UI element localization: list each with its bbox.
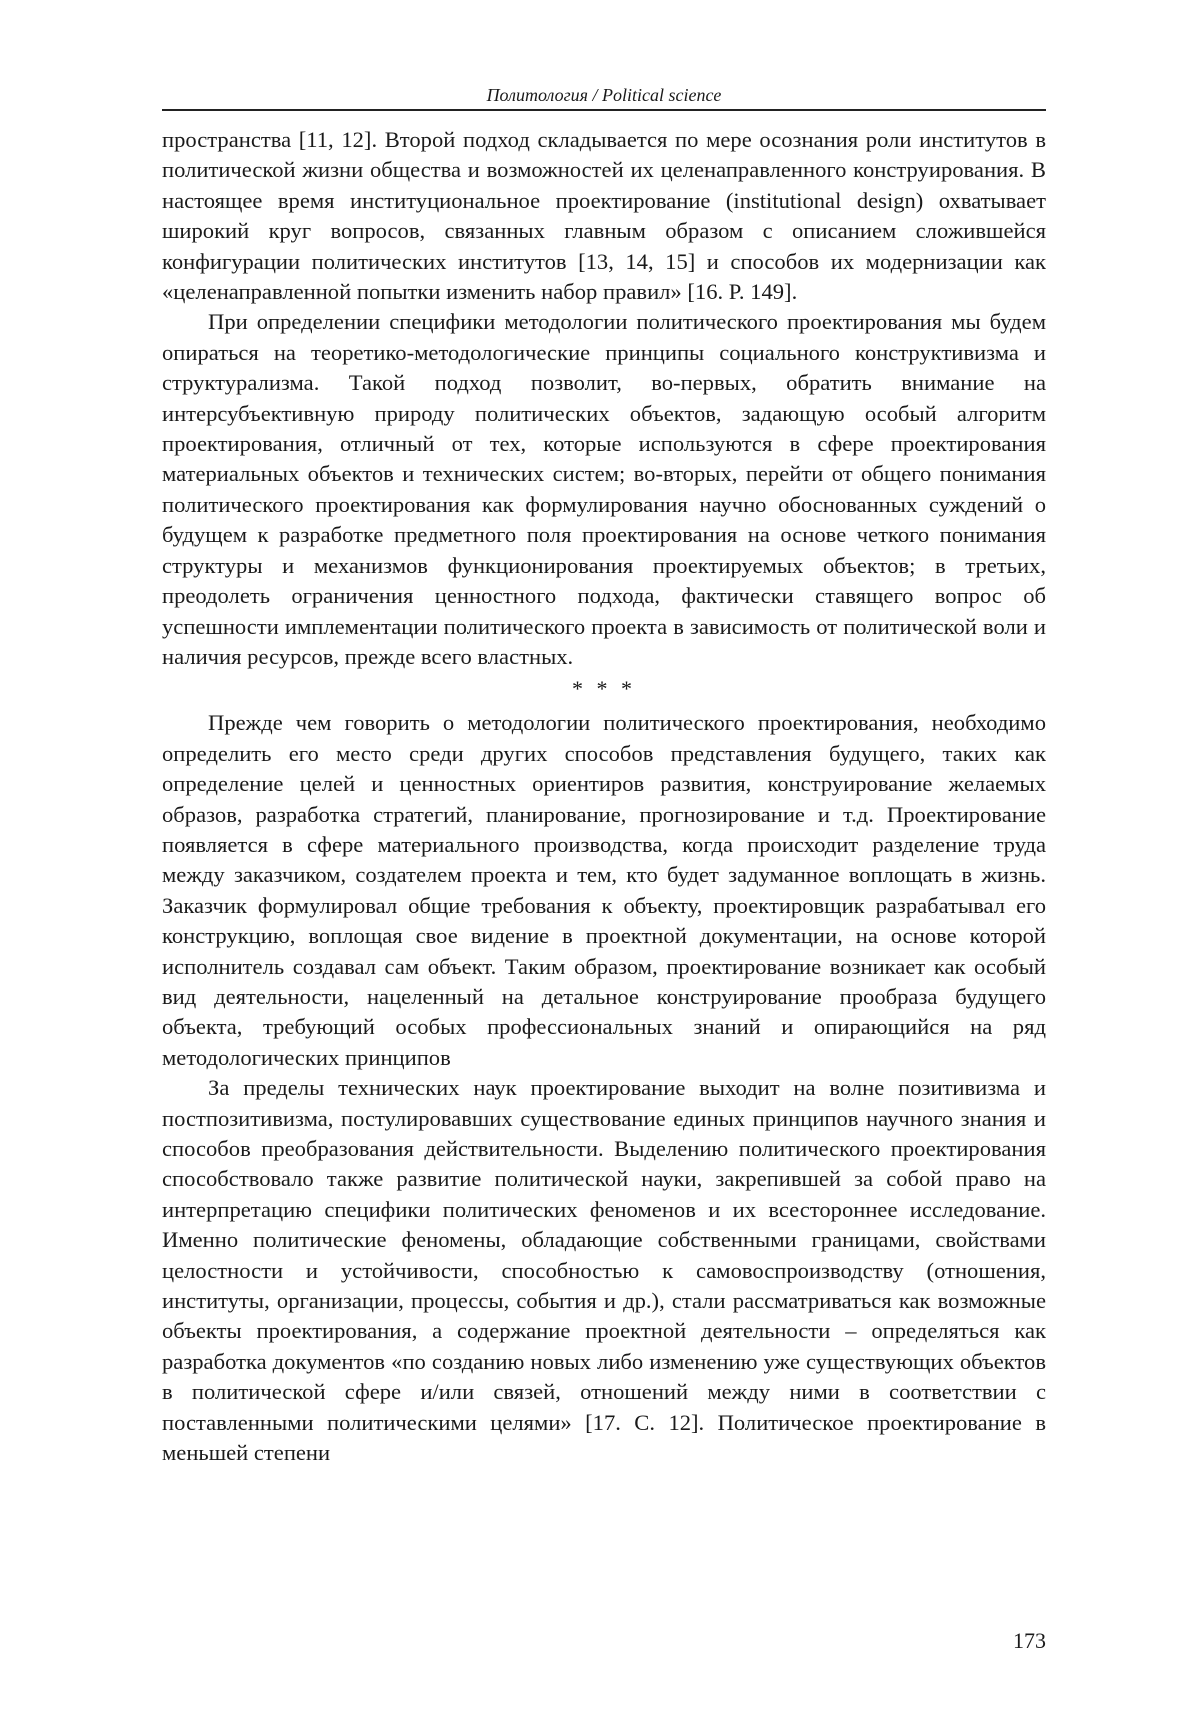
paragraph-3: Прежде чем говорить о методологии политического проектирования, необходимо определить его место среди других способов представления будущего, таких как определение целей и ценностных ориентиров развития, конструирование желаемых образов, разработка стратегий, планирование, прогнозирование и т.д. Проектирование появляется в сфере материального производства, когда происходит разделение труда между заказчиком, создателем проекта и тем, кто будет задуманное воплощать в жизнь. Заказчик формулировал общие требования к объекту, проектировщик разрабатывал его конструкцию, воплощая свое видение в проектной документации, на основе которой исполнитель создавал сам объект. Таким образом, проектирование возникает как особый вид деятельности, нацеленный на детальное конструирование прообраза будущего объекта, требующий особых профессиональных знаний и опирающийся на ряд методологических принципов: [162, 710, 1046, 1070]
article-body: [162, 125, 1046, 1468]
page-number: 173: [1013, 1628, 1046, 1653]
paragraph-2: При определении специфики методологии политического проектирования мы будем опираться на теоретико-методологические принципы социального конструктивизма и структурализма. Такой подход позволит, во-первых, обратить внимание на интерсубъективную природу политических объектов, задающую особый алгоритм проектирования, отличный от тех, которые используются в сфере проектирования материальных объектов и технических систем; во-вторых, перейти от общего понимания политического проектирования как формулирования научно обоснованных суждений о будущем к разработке предметного поля проектирования на основе четкого понимания структуры и механизмов функционирования проектируемых объектов; в третьих, преодолеть ограничения ценностного подхода, фактически ставящего вопрос об успешности имплементации политического проекта в зависимость от политической воли и наличия ресурсов, прежде всего властных.: [162, 309, 1046, 669]
document-page: [162, 84, 1046, 1468]
section-separator: * * *: [572, 676, 636, 702]
running-header: Политология / Political science: [162, 84, 1046, 111]
paragraph-4: За пределы технических наук проектирование выходит на волне позитивизма и постпозитивизма, постулировавших существование единых принципов научного знания и способов преобразования действительности. Выделению политического проектирования способствовало также развитие политической науки, закрепившей за собой право на интерпретацию специфики политических феноменов и их всестороннее исследование. Именно политические феномены, обладающие собственными границами, свойствами целостности и устойчивости, способностью к самовоспроизводству (отношения, институты, организации, процессы, события и др.), стали рассматриваться как возможные объекты проектирования, а содержание проектной деятельности – определяться как разработка документов «по созданию новых либо изменению уже существующих объектов в политической сфере и/или связей, отношений между ними в соответствии с поставленными политическими целями» [17. С. 12]. Политическое проектирование в меньшей степени: [162, 1075, 1046, 1466]
paragraph-1: пространства [11, 12]. Второй подход складывается по мере осознания роли институтов в политической жизни общества и возможностей их целенаправленного конструирования. В настоящее время институциональное проектирование (institutional design) охватывает широкий круг вопросов, связанных главным образом с описанием сложившейся конфигурации политических институтов [13, 14, 15] и способов их модернизации как «целенаправленной попытки изменить набор правил» [16. P. 149].: [162, 127, 1046, 305]
